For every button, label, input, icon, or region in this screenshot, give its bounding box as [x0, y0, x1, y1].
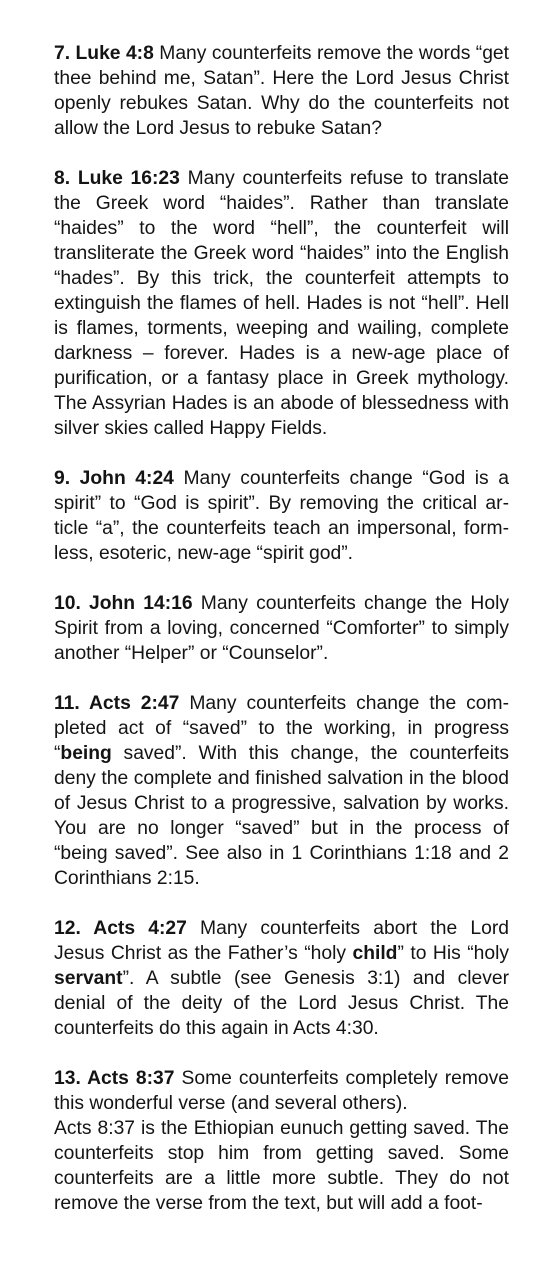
- entry-text: Many counterfeits remove the words “get thee behind me, Satan”. Here the Lord Jesus Christ openly rebukes Satan. Why do the counterfeits not allow the Lord Jesus to rebuke Satan?: [54, 43, 510, 139]
- entry-john-4-24: [54, 466, 509, 566]
- verse-reference: 7. Luke 4:8: [54, 43, 154, 64]
- document-page: [54, 41, 509, 1216]
- emphasis-word: servant: [54, 968, 123, 989]
- entry-text: Many counterfeits refuse to translate the Greek word “haides”. Rather than translate “haides” to the word “hell”, the counterfeit will transliterate the Greek word “haides” into the English “hades”. By this trick, the counterfeit attempts to extinguish the flames of hell. Hades is not “hell”. Hell is flames, torments, weeping and wailing, complete darkness – forever. Hades is a new-age place of purification, or a fantasy place in Greek mythology. The Assyrian Hades is an abode of blessedness with silver skies called Happy Fields.: [54, 168, 509, 439]
- entry-acts-8-37: [54, 1066, 509, 1116]
- entry-acts-2-47: [54, 691, 509, 891]
- entry-luke-4-8: [54, 41, 509, 141]
- verse-reference: 11. Acts 2:47: [54, 693, 180, 714]
- entry-text: ”. A subtle (see Genesis 3:1) and clever denial of the deity of the Lord Jesus Christ. The counterfeits do this again in Acts 4:30.: [54, 968, 509, 1039]
- entry-text: Many counterfeits change “God is a spirit” to “God is spirit”. By removing the critical article “a”, the counterfeits teach an impersonal, formless, esoteric, new-age “spirit god”.: [54, 468, 509, 564]
- verse-reference: 8. Luke 16:23: [54, 168, 180, 189]
- entry-text: ” to His “holy: [397, 943, 509, 964]
- entry-text: Some counterfeits completely remove this wonderful verse (and several others).: [54, 1068, 509, 1114]
- emphasis-word: being: [60, 743, 112, 764]
- verse-reference: 13. Acts 8:37: [54, 1068, 175, 1089]
- verse-reference: 9. John 4:24: [54, 468, 174, 489]
- verse-reference: 12. Acts 4:27: [54, 918, 187, 939]
- entry-text: saved”. With this change, the counterfeits deny the complete and finished salvation in the blood of Jesus Christ to a progressive, salvation by works. You are no longer “saved” but in the process of “being saved”. See also in 1 Corinthians 1:18 and 2 Corinthians 2:15.: [54, 743, 509, 889]
- entry-text: Many counterfeits change the completed act of “saved” to the working, in progress “: [54, 693, 510, 764]
- entry-luke-16-23: [54, 166, 509, 441]
- emphasis-word: child: [352, 943, 398, 964]
- entry-acts-8-37-continuation: Acts 8:37 is the Ethiopian eunuch getting saved. The counterfeits stop him from getting saved. Some counterfeits are a little more subtle. They do not remove the verse from the text, but will add a foot-: [54, 1118, 509, 1214]
- entry-text: Many counterfeits abort the Lord Jesus Christ as the Father’s “holy: [54, 918, 509, 964]
- verse-reference: 10. John 14:16: [54, 593, 193, 614]
- entry-text: Many counterfeits change the Holy Spirit from a loving, concerned “Comforter” to simply another “Helper” or “Counselor”.: [54, 593, 509, 664]
- entry-john-14-16: [54, 591, 509, 666]
- entry-acts-4-27: [54, 916, 509, 1041]
